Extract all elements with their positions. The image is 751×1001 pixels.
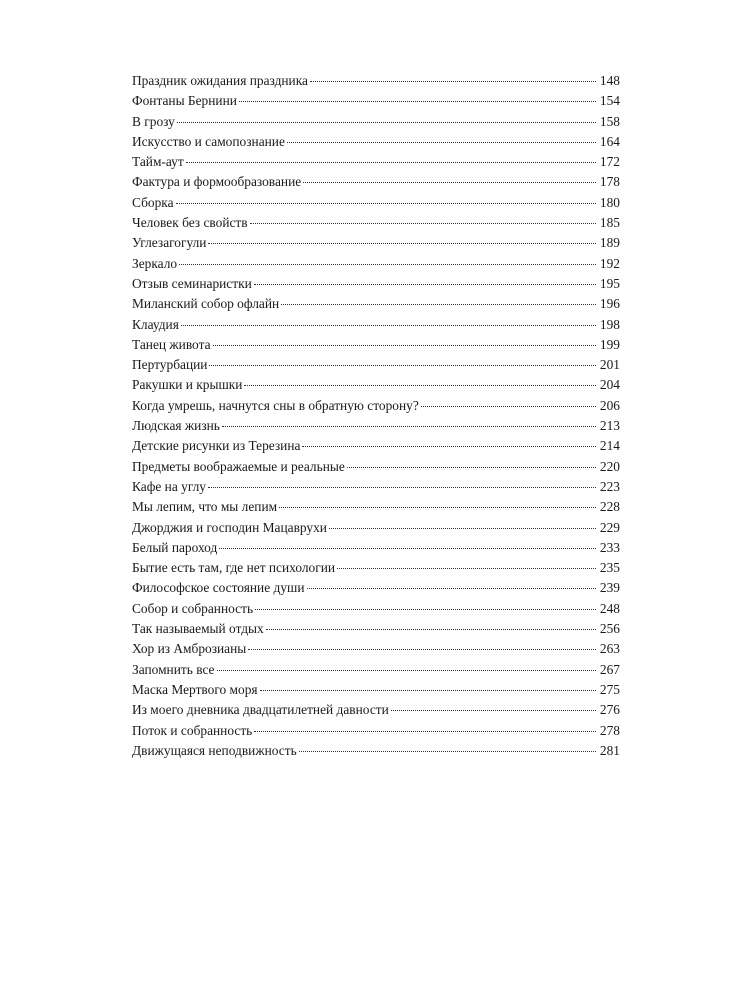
toc-entry <box>132 578 620 598</box>
toc-entry-title: Предметы воображаемые и реальные <box>132 458 345 474</box>
toc-dot-leader <box>254 730 596 732</box>
toc-entry-title: Ракушки и крышки <box>132 377 243 393</box>
toc-entry-page: 239 <box>599 580 620 596</box>
toc-entry-title: Клаудия <box>132 316 179 332</box>
toc-entry-page: 235 <box>599 560 620 576</box>
toc-entry <box>132 538 620 558</box>
toc-entry-title: Мы лепим, что мы лепим <box>132 499 278 515</box>
toc-entry-title: Детские рисунки из Терезина <box>132 438 301 454</box>
toc-dot-leader <box>244 384 596 386</box>
toc-entry-title: Искусство и самопознание <box>132 133 285 149</box>
table-of-contents <box>132 71 620 761</box>
toc-entry-title: Джорджия и господин Мацаврухи <box>132 519 327 535</box>
toc-entry-title: Запомнить все <box>132 661 215 677</box>
toc-entry <box>132 315 620 335</box>
toc-entry <box>132 396 620 416</box>
toc-entry-title: Пертурбации <box>132 357 208 373</box>
toc-entry-page: 223 <box>599 478 620 494</box>
toc-entry-page: 263 <box>599 641 620 657</box>
toc-entry <box>132 213 620 233</box>
toc-entry-title: В грозу <box>132 113 175 129</box>
toc-entry-title: Отзыв семинаристки <box>132 275 252 291</box>
toc-entry-page: 201 <box>599 357 620 373</box>
toc-dot-leader <box>248 648 596 650</box>
toc-entry-title: Маска Мертвого моря <box>132 681 258 697</box>
toc-dot-leader <box>329 527 596 529</box>
toc-entry <box>132 680 620 700</box>
toc-entry <box>132 355 620 375</box>
toc-entry <box>132 436 620 456</box>
toc-entry <box>132 233 620 253</box>
toc-entry <box>132 375 620 395</box>
toc-entry-page: 148 <box>599 73 620 88</box>
toc-entry <box>132 132 620 152</box>
toc-dot-leader <box>347 466 596 468</box>
toc-dot-leader <box>179 263 596 265</box>
toc-dot-leader <box>303 181 596 183</box>
toc-dot-leader <box>181 324 596 326</box>
toc-entry-page: 180 <box>599 194 620 210</box>
toc-entry <box>132 721 620 741</box>
toc-entry-title: Бытие есть там, где нет психологии <box>132 560 336 576</box>
toc-entry-title: Когда умрешь, начнутся сны в обратную сторону? <box>132 397 419 413</box>
toc-entry-title: Людская жизнь <box>132 418 220 434</box>
toc-entry-page: 206 <box>599 397 620 413</box>
toc-entry-page: 204 <box>599 377 620 393</box>
toc-entry-page: 233 <box>599 539 620 555</box>
toc-dot-leader <box>254 283 596 285</box>
toc-entry-title: Движущаяся неподвижность <box>132 742 297 758</box>
toc-entry-page: 275 <box>599 681 620 697</box>
toc-entry-title: Из моего дневника двадцатилетней давности <box>132 702 389 718</box>
toc-entry <box>132 457 620 477</box>
toc-entry-title: Поток и собранность <box>132 722 253 738</box>
toc-entry <box>132 599 620 619</box>
toc-entry-page: 278 <box>599 722 620 738</box>
toc-entry-page: 276 <box>599 702 620 718</box>
toc-entry <box>132 477 620 497</box>
toc-entry <box>132 193 620 213</box>
toc-entry <box>132 741 620 761</box>
toc-dot-leader <box>302 445 596 447</box>
toc-entry-page: 172 <box>599 154 620 170</box>
toc-entry-title: Кафе на углу <box>132 478 207 494</box>
toc-entry-title: Зеркало <box>132 255 178 271</box>
toc-dot-leader <box>266 628 596 630</box>
toc-dot-leader <box>299 750 596 752</box>
toc-entry-page: 196 <box>599 296 620 312</box>
toc-entry <box>132 558 620 578</box>
toc-dot-leader <box>176 202 596 204</box>
toc-entry <box>132 700 620 720</box>
toc-entry <box>132 71 620 91</box>
toc-dot-leader <box>239 100 596 102</box>
toc-entry-title: Миланский собор офлайн <box>132 296 280 312</box>
toc-dot-leader <box>421 405 596 407</box>
toc-entry-page: 154 <box>599 93 620 109</box>
toc-entry-title: Хор из Амброзианы <box>132 641 247 657</box>
toc-entry-title: Сборка <box>132 194 174 210</box>
toc-entry <box>132 416 620 436</box>
toc-dot-leader <box>208 242 596 244</box>
toc-dot-leader <box>310 80 596 82</box>
toc-entry-page: 199 <box>599 336 620 352</box>
toc-dot-leader <box>260 689 596 691</box>
toc-entry-title: Тайм-аут <box>132 154 184 170</box>
toc-entry-page: 213 <box>599 418 620 434</box>
toc-dot-leader <box>255 608 596 610</box>
toc-entry-page: 185 <box>599 215 620 231</box>
toc-dot-leader <box>209 364 596 366</box>
toc-entry-page: 178 <box>599 174 620 190</box>
toc-entry-title: Собор и собранность <box>132 600 254 616</box>
toc-dot-leader <box>307 587 597 589</box>
toc-entry-page: 198 <box>599 316 620 332</box>
toc-entry <box>132 639 620 659</box>
toc-entry-title: Танец живота <box>132 336 211 352</box>
toc-dot-leader <box>177 121 596 123</box>
toc-entry-page: 228 <box>599 499 620 515</box>
toc-entry-page: 220 <box>599 458 620 474</box>
toc-entry-page: 192 <box>599 255 620 271</box>
toc-entry-page: 214 <box>599 438 620 454</box>
toc-dot-leader <box>222 425 596 427</box>
toc-entry-page: 164 <box>599 133 620 149</box>
toc-entry <box>132 518 620 538</box>
toc-dot-leader <box>250 222 596 224</box>
toc-entry <box>132 619 620 639</box>
toc-entry-title: Философское состояние души <box>132 580 305 596</box>
toc-entry-page: 281 <box>599 742 620 758</box>
toc-dot-leader <box>186 161 596 163</box>
toc-entry <box>132 172 620 192</box>
toc-entry-page: 267 <box>599 661 620 677</box>
toc-entry <box>132 660 620 680</box>
toc-dot-leader <box>287 141 596 143</box>
toc-dot-leader <box>337 567 596 569</box>
toc-entry-page: 195 <box>599 275 620 291</box>
toc-entry-title: Углезагогули <box>132 235 207 251</box>
toc-entry-title: Человек без свойств <box>132 215 248 231</box>
toc-entry-title: Фактура и формообразование <box>132 174 302 190</box>
toc-entry-title: Праздник ожидания праздника <box>132 73 308 88</box>
toc-dot-leader <box>208 486 596 488</box>
toc-entry <box>132 335 620 355</box>
toc-entry-title: Фонтаны Бернини <box>132 93 237 109</box>
toc-dot-leader <box>391 709 596 711</box>
toc-entry <box>132 112 620 132</box>
toc-dot-leader <box>281 303 596 305</box>
toc-entry <box>132 254 620 274</box>
toc-dot-leader <box>279 506 596 508</box>
toc-entry <box>132 497 620 517</box>
toc-entry-page: 256 <box>599 621 620 637</box>
toc-entry-page: 189 <box>599 235 620 251</box>
toc-entry <box>132 294 620 314</box>
toc-dot-leader <box>213 344 596 346</box>
toc-entry <box>132 274 620 294</box>
toc-entry-title: Так называемый отдых <box>132 621 264 637</box>
toc-entry <box>132 152 620 172</box>
toc-dot-leader <box>217 669 597 671</box>
toc-entry-page: 248 <box>599 600 620 616</box>
toc-dot-leader <box>219 547 596 549</box>
toc-entry <box>132 91 620 111</box>
toc-entry-page: 158 <box>599 113 620 129</box>
toc-entry-page: 229 <box>599 519 620 535</box>
toc-entry-title: Белый пароход <box>132 539 218 555</box>
